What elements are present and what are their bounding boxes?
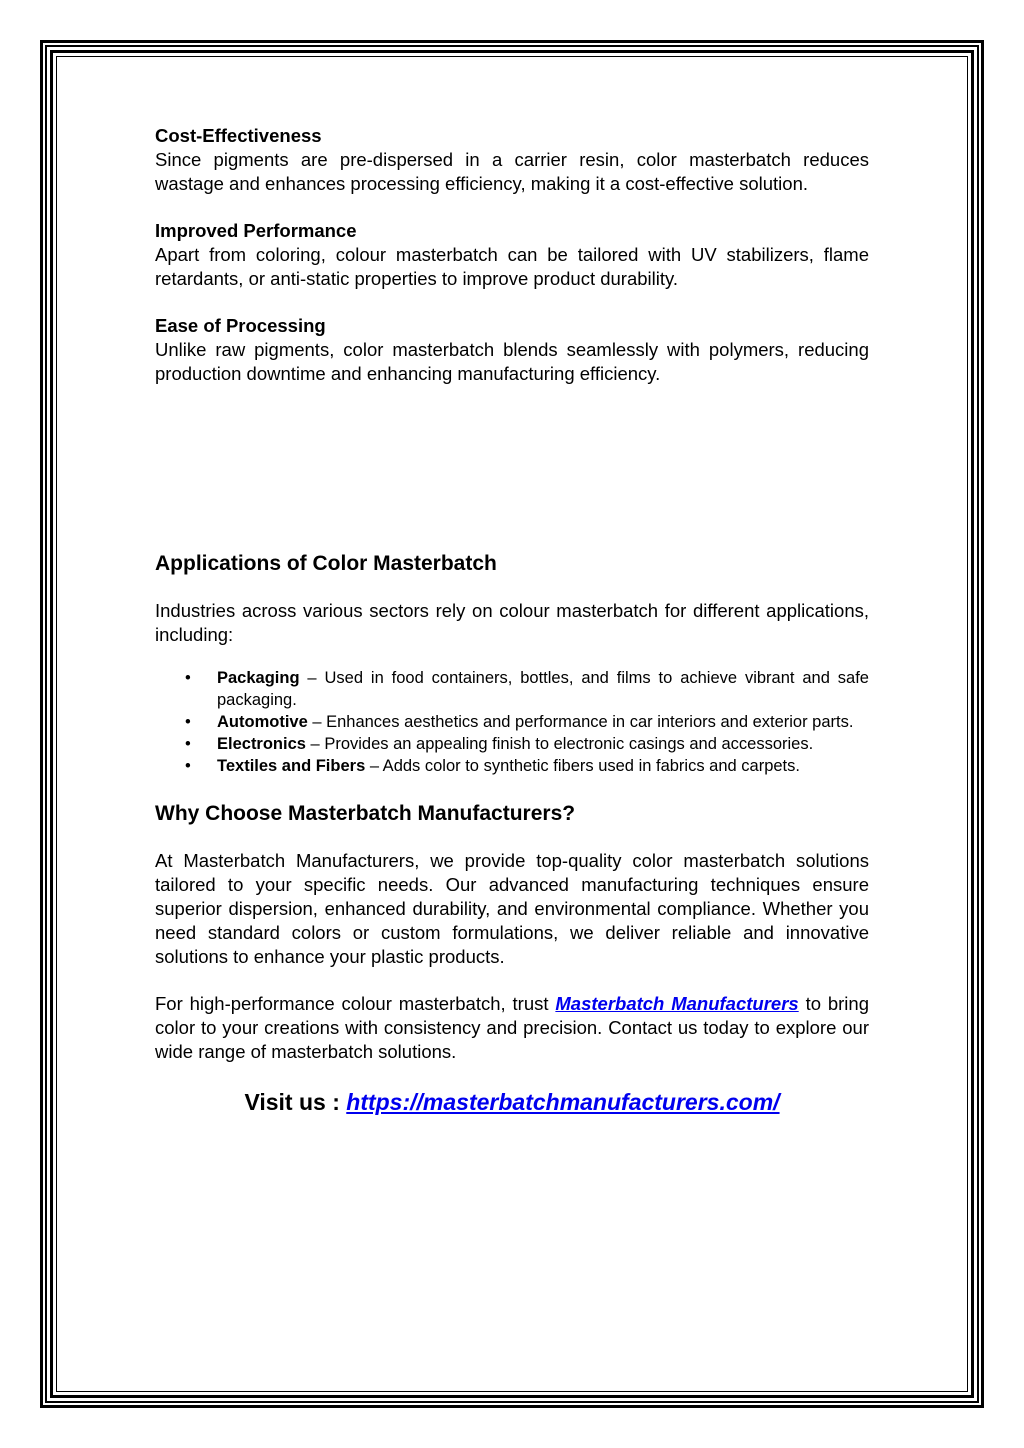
call-to-action xyxy=(155,992,869,1063)
section-cost-effectiveness xyxy=(155,124,869,195)
applications-heading: Applications of Color Masterbatch xyxy=(155,551,497,575)
section-heading: Ease of Processing xyxy=(155,315,326,337)
visit-label: Visit us : xyxy=(244,1088,347,1115)
website-link[interactable]: https://masterbatchmanufacturers.com/ xyxy=(346,1088,780,1115)
bullet-icon: • xyxy=(185,756,191,775)
why-choose-heading: Why Choose Masterbatch Manufacturers? xyxy=(155,802,576,826)
bullet-icon: • xyxy=(185,712,191,731)
applications-list xyxy=(155,668,869,777)
section-body: Apart from coloring, colour masterbatch can be tailored with UV stabilizers, flame retardants, or anti-static properties to improve product durability. xyxy=(155,243,869,289)
section-heading: Cost-Effectiveness xyxy=(155,125,322,146)
list-item-name: Packaging xyxy=(217,669,300,688)
section-body: Since pigments are pre-dispersed in a carrier resin, color masterbatch reduces wastage and enhances processing efficiency, making it a cost-effective solution. xyxy=(155,148,869,194)
section-ease-of-processing xyxy=(155,314,869,385)
applications-intro: Industries across various sectors rely on colour masterbatch for different applications, including: xyxy=(155,599,869,645)
list-item xyxy=(155,734,869,756)
why-choose-body: At Masterbatch Manufacturers, we provide top-quality color masterbatch solutions tailored to your specific needs. Our advanced manufacturing techniques ensure superior dispersion, enhanced durability, and environmental compliance. Whether you need standard colors or custom formulations, we deliver reliable and innovative solutions to enhance your plastic products. xyxy=(155,850,869,967)
bullet-icon: • xyxy=(185,669,191,688)
cta-prefix: For high-performance colour masterbatch, trust xyxy=(155,993,556,1015)
section-body: Unlike raw pigments, color masterbatch blends seamlessly with polymers, reducing production downtime and enhancing manufacturing efficiency. xyxy=(155,339,869,384)
list-item xyxy=(155,756,869,778)
list-item-text: – Used in food containers, bottles, and films to achieve vibrant and safe packaging. xyxy=(217,669,869,710)
list-item-name: Automotive xyxy=(217,712,308,731)
section-improved-performance xyxy=(155,219,869,290)
list-item-text: – Provides an appealing finish to electronic casings and accessories. xyxy=(305,734,814,753)
visit-us-line xyxy=(155,1088,869,1116)
section-heading: Improved Performance xyxy=(155,220,357,242)
list-item-text: – Adds color to synthetic fibers used in fabrics and carpets. xyxy=(365,756,800,775)
masterbatch-manufacturers-link[interactable]: Masterbatch Manufacturers xyxy=(555,993,799,1015)
list-item-name: Electronics xyxy=(217,734,306,753)
list-item xyxy=(155,712,869,734)
bullet-icon: • xyxy=(185,734,191,753)
document-content xyxy=(155,124,869,1116)
list-item xyxy=(155,668,869,712)
cta-suffix: to bring color to your creations with consistency and precision. Contact us today to explore our wide range of masterbatch solutions. xyxy=(155,993,869,1062)
list-item-name: Textiles and Fibers xyxy=(217,756,366,775)
list-item-text: – Enhances aesthetics and performance in car interiors and exterior parts. xyxy=(307,712,854,731)
